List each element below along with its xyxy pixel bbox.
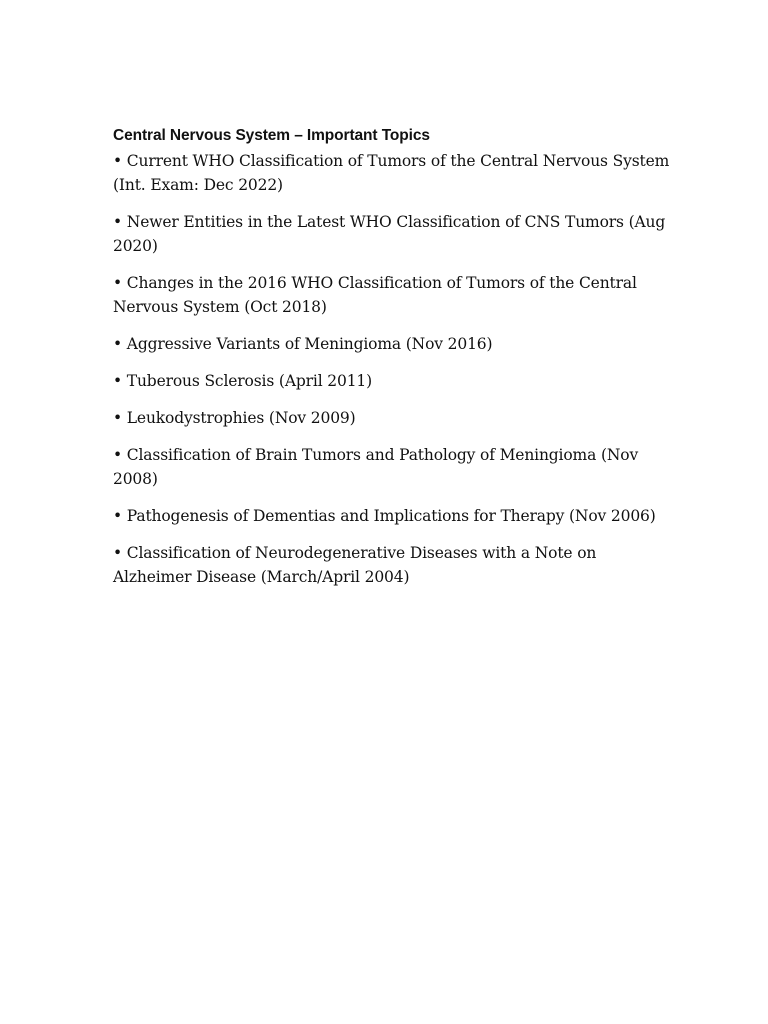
- topic-item: [113, 406, 673, 430]
- bullet-icon: •: [113, 544, 122, 562]
- topic-text: Pathogenesis of Dementias and Implications for Therapy (Nov 2006): [126, 507, 656, 525]
- bullet-icon: •: [113, 372, 122, 390]
- bullet-icon: •: [113, 446, 122, 464]
- bullet-icon: •: [113, 507, 122, 525]
- bullet-icon: •: [113, 152, 122, 170]
- topic-item: [113, 541, 673, 589]
- topic-item: [113, 210, 673, 258]
- topic-item: [113, 271, 673, 319]
- document-content: [113, 125, 673, 602]
- bullet-icon: •: [113, 274, 122, 292]
- topic-item: [113, 149, 673, 197]
- topic-text: Leukodystrophies (Nov 2009): [126, 409, 356, 427]
- bullet-icon: •: [113, 409, 122, 427]
- topic-item: [113, 369, 673, 393]
- topic-text: Tuberous Sclerosis (April 2011): [126, 372, 373, 390]
- document-heading: Central Nervous System – Important Topics: [113, 127, 430, 144]
- topic-item: [113, 443, 673, 491]
- topic-list: [113, 149, 673, 589]
- topic-item: [113, 504, 673, 528]
- topic-text: Aggressive Variants of Meningioma (Nov 2016): [126, 335, 493, 353]
- bullet-icon: •: [113, 335, 122, 353]
- topic-text: Classification of Neurodegenerative Diseases with a Note on Alzheimer Disease (March/April 2004): [113, 544, 597, 586]
- topic-item: [113, 332, 673, 356]
- topic-text: Current WHO Classification of Tumors of the Central Nervous System (Int. Exam: Dec 2022): [113, 152, 670, 194]
- topic-text: Classification of Brain Tumors and Pathology of Meningioma (Nov 2008): [113, 446, 639, 488]
- bullet-icon: •: [113, 213, 122, 231]
- topic-text: Newer Entities in the Latest WHO Classification of CNS Tumors (Aug 2020): [113, 213, 666, 255]
- topic-text: Changes in the 2016 WHO Classification of Tumors of the Central Nervous System (Oct 2018): [113, 274, 637, 316]
